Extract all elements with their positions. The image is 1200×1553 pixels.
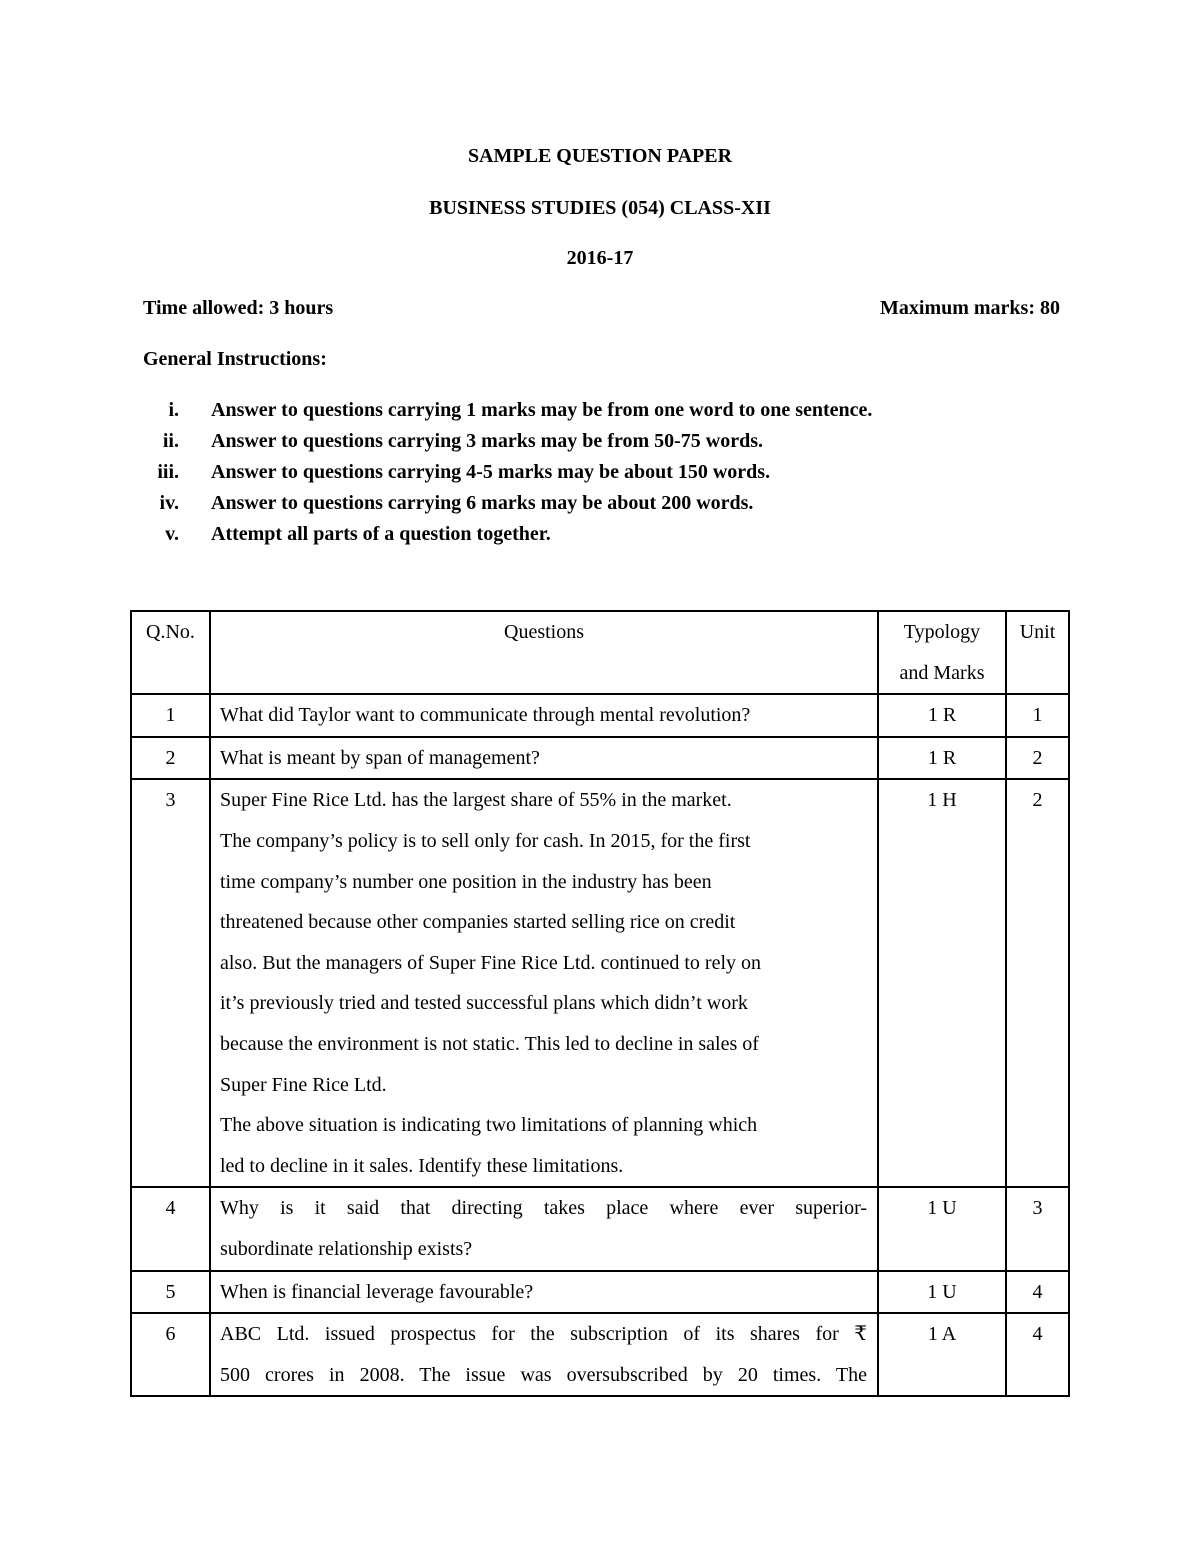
question-text bbox=[210, 1313, 878, 1396]
instruction-text: Answer to questions carrying 4-5 marks may be about 150 words. bbox=[211, 461, 771, 483]
question-line: time company’s number one position in the industry has been bbox=[220, 870, 712, 893]
instruction-text: Answer to questions carrying 1 marks may be from one word to one sentence. bbox=[211, 399, 873, 421]
question-text bbox=[210, 737, 878, 780]
question-line: subordinate relationship exists? bbox=[220, 1237, 473, 1260]
question-unit: 4 bbox=[1006, 1271, 1069, 1314]
instruction-number: iii. bbox=[157, 461, 179, 483]
instructions-heading: General Instructions: bbox=[143, 348, 327, 370]
question-line: it’s previously tried and tested successful plans which didn’t work bbox=[220, 992, 748, 1015]
instruction-text: Answer to questions carrying 3 marks may be from 50-75 words. bbox=[211, 430, 764, 452]
question-line: Why is it said that directing takes place where ever superior- bbox=[220, 1197, 867, 1220]
question-unit: 4 bbox=[1006, 1313, 1069, 1396]
question-typology: 1 R bbox=[878, 737, 1006, 780]
header-typology bbox=[878, 611, 1006, 694]
question-number: 2 bbox=[131, 737, 210, 780]
instruction-number: i. bbox=[168, 399, 179, 421]
session-year: 2016-17 bbox=[566, 247, 634, 269]
instruction-number: v. bbox=[165, 523, 179, 545]
question-line: because the environment is not static. This led to decline in sales of bbox=[220, 1032, 759, 1055]
question-unit: 2 bbox=[1006, 737, 1069, 780]
question-typology: 1 R bbox=[878, 694, 1006, 737]
instruction-item bbox=[143, 460, 1103, 491]
question-number: 4 bbox=[131, 1187, 210, 1270]
question-number: 3 bbox=[131, 779, 210, 1187]
header-typology-line2: and Marks bbox=[899, 661, 985, 684]
instruction-item bbox=[143, 398, 1103, 429]
question-text bbox=[210, 1271, 878, 1314]
question-line: What did Taylor want to communicate through mental revolution? bbox=[220, 704, 751, 727]
question-number: 5 bbox=[131, 1271, 210, 1314]
question-line: The company’s policy is to sell only for cash. In 2015, for the first bbox=[220, 829, 751, 852]
question-number: 6 bbox=[131, 1313, 210, 1396]
question-unit: 1 bbox=[1006, 694, 1069, 737]
question-typology: 1 U bbox=[878, 1187, 1006, 1270]
header-qno: Q.No. bbox=[131, 611, 210, 694]
question-line: Super Fine Rice Ltd. has the largest share of 55% in the market. bbox=[220, 789, 732, 812]
table-row bbox=[131, 779, 1069, 1187]
question-line: ABC Ltd. issued prospectus for the subscription of its shares for ₹ bbox=[220, 1323, 867, 1346]
header-typology-line1: Typology bbox=[903, 621, 981, 643]
instruction-text: Attempt all parts of a question together. bbox=[211, 523, 551, 545]
question-typology: 1 U bbox=[878, 1271, 1006, 1314]
instruction-item bbox=[143, 429, 1103, 460]
instruction-number: iv. bbox=[159, 492, 179, 514]
question-typology: 1 A bbox=[878, 1313, 1006, 1396]
question-text bbox=[210, 779, 878, 1187]
question-line: led to decline in it sales. Identify these limitations. bbox=[220, 1154, 624, 1177]
instruction-item bbox=[143, 491, 1103, 522]
questions-table bbox=[130, 610, 1070, 1397]
question-unit: 2 bbox=[1006, 779, 1069, 1187]
question-line: threatened because other companies started selling rice on credit bbox=[220, 911, 736, 934]
maximum-marks: Maximum marks: 80 bbox=[880, 297, 1060, 319]
question-line: also. But the managers of Super Fine Rice Ltd. continued to rely on bbox=[220, 951, 761, 974]
question-text bbox=[210, 694, 878, 737]
table-row bbox=[131, 1187, 1069, 1270]
question-number: 1 bbox=[131, 694, 210, 737]
table-header-row bbox=[131, 611, 1069, 694]
question-line: What is meant by span of management? bbox=[220, 746, 540, 769]
header-questions: Questions bbox=[210, 611, 878, 694]
table-row bbox=[131, 737, 1069, 780]
question-line: When is financial leverage favourable? bbox=[220, 1280, 534, 1303]
instructions-list bbox=[143, 398, 1103, 553]
instruction-text: Answer to questions carrying 6 marks may be about 200 words. bbox=[211, 492, 754, 514]
header-unit: Unit bbox=[1006, 611, 1069, 694]
table-row bbox=[131, 1313, 1069, 1396]
question-line: The above situation is indicating two limitations of planning which bbox=[220, 1114, 758, 1137]
instruction-number: ii. bbox=[162, 430, 179, 452]
paper-title: SAMPLE QUESTION PAPER bbox=[467, 145, 733, 167]
question-line: Super Fine Rice Ltd. bbox=[220, 1073, 387, 1096]
instruction-item bbox=[143, 522, 1103, 553]
question-text bbox=[210, 1187, 878, 1270]
question-unit: 3 bbox=[1006, 1187, 1069, 1270]
time-allowed: Time allowed: 3 hours bbox=[143, 297, 334, 319]
table-row bbox=[131, 1271, 1069, 1314]
question-line: 500 crores in 2008. The issue was oversubscribed by 20 times. The bbox=[220, 1363, 867, 1386]
subject-title: BUSINESS STUDIES (054) CLASS-XII bbox=[429, 197, 771, 219]
question-typology: 1 H bbox=[878, 779, 1006, 1187]
table-row bbox=[131, 694, 1069, 737]
